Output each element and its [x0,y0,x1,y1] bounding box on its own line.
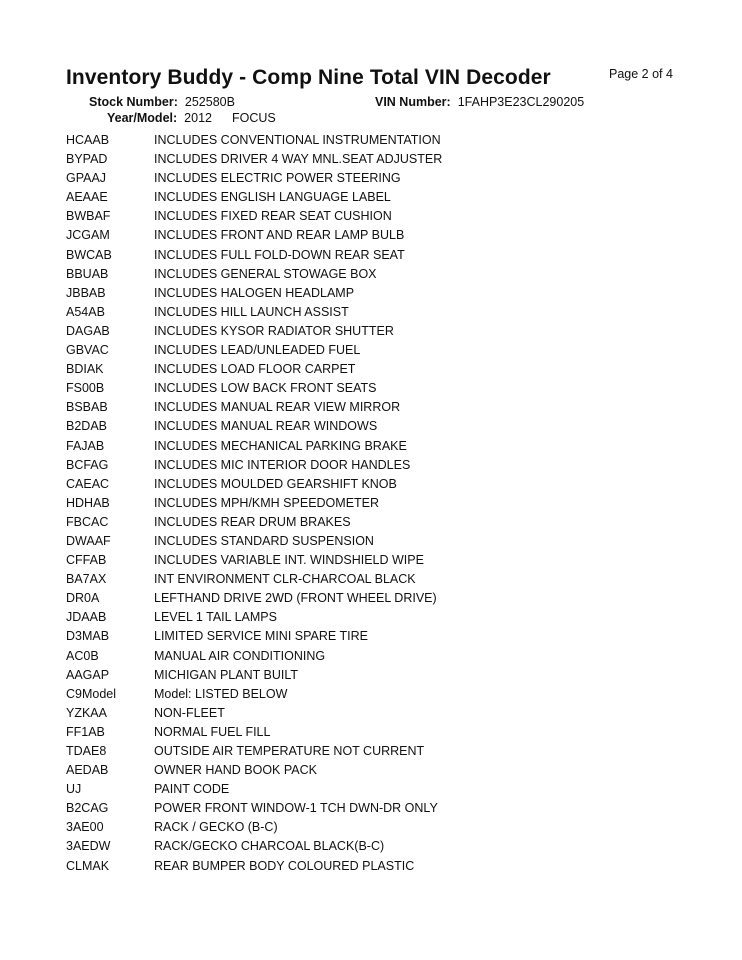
option-code: DR0A [66,591,100,606]
option-description: INCLUDES FULL FOLD-DOWN REAR SEAT [154,247,405,262]
option-description: INCLUDES LEAD/UNLEADED FUEL [154,343,361,358]
option-code: AC0B [66,648,99,663]
option-description: INCLUDES MECHANICAL PARKING BRAKE [154,438,407,453]
option-description: INCLUDES FRONT AND REAR LAMP BULB [154,228,405,243]
option-code: C9Model [66,686,117,701]
year-model-field [107,111,276,125]
option-code: UJ [66,782,82,797]
option-description: INCLUDES LOAD FLOOR CARPET [154,362,356,377]
option-description: Model: LISTED BELOW [154,686,288,701]
option-description: INCLUDES STANDARD SUSPENSION [154,533,374,548]
option-code: FAJAB [66,438,105,453]
option-code: BDIAK [66,362,104,377]
option-code: YZKAA [66,705,107,720]
option-code: 3AEDW [66,839,111,854]
option-description: RACK / GECKO (B-C) [154,820,278,835]
option-code: DAGAB [66,323,110,338]
option-description: INCLUDES MOULDED GEARSHIFT KNOB [154,476,397,491]
option-description: INCLUDES REAR DRUM BRAKES [154,514,351,529]
option-code: HDHAB [66,495,110,510]
option-description: INCLUDES GENERAL STOWAGE BOX [154,266,377,281]
option-code: BSBAB [66,400,108,415]
option-code: BYPAD [66,152,108,167]
option-description: MANUAL AIR CONDITIONING [154,648,326,663]
option-description: INCLUDES HILL LAUNCH ASSIST [154,304,349,319]
vin-number-field [375,95,584,109]
page-number: Page 2 of 4 [609,67,673,81]
option-description: INCLUDES MANUAL REAR VIEW MIRROR [154,400,401,415]
stock-number-value: 252580B [184,95,235,109]
option-code: A54AB [66,304,105,319]
stock-number-field [89,95,235,109]
option-code: JCGAM [66,228,110,243]
option-description: INCLUDES VARIABLE INT. WINDSHIELD WIPE [154,553,424,568]
option-code: FF1AB [66,724,105,739]
option-description: OWNER HAND BOOK PACK [154,763,317,778]
option-description: LIMITED SERVICE MINI SPARE TIRE [154,629,368,644]
option-description: NON-FLEET [154,705,225,720]
option-description: INCLUDES CONVENTIONAL INSTRUMENTATION [154,133,441,147]
vin-number-label: VIN Number: [375,95,451,109]
option-code: 3AE00 [66,820,104,835]
option-description: PAINT CODE [154,782,230,797]
option-code: BA7AX [66,572,107,587]
option-description: INCLUDES MPH/KMH SPEEDOMETER [154,495,380,510]
model-value: FOCUS [231,111,276,125]
option-description: INCLUDES LOW BACK FRONT SEATS [154,381,377,396]
option-code: D3MAB [66,629,110,644]
option-description: POWER FRONT WINDOW-1 TCH DWN-DR ONLY [154,801,438,816]
year-model-label: Year/Model: [107,111,178,125]
option-code: BBUAB [66,266,109,281]
option-code: B2DAB [66,419,107,434]
option-description: INCLUDES DRIVER 4 WAY MNL.SEAT ADJUSTER [154,152,443,167]
option-code: BWBAF [66,209,111,224]
option-code: JDAAB [66,610,107,625]
option-code: FS00B [66,381,105,396]
option-code: GPAAJ [66,171,107,186]
option-code: CFFAB [66,553,107,568]
option-code: DWAAF [66,533,111,548]
option-description: REAR BUMPER BODY COLOURED PLASTIC [154,858,415,873]
option-description: INCLUDES HALOGEN HEADLAMP [154,285,355,300]
option-code: TDAE8 [66,744,107,758]
year-value: 2012 [184,111,212,125]
option-code: B2CAG [66,801,109,816]
option-description: LEFTHAND DRIVE 2WD (FRONT WHEEL DRIVE) [154,591,437,606]
option-code: HCAAB [66,133,110,147]
option-description: OUTSIDE AIR TEMPERATURE NOT CURRENT [154,744,425,758]
option-description: INCLUDES KYSOR RADIATOR SHUTTER [154,323,394,338]
option-description: INCLUDES ENGLISH LANGUAGE LABEL [154,190,391,205]
option-description: INCLUDES ELECTRIC POWER STEERING [154,171,401,186]
option-code: CAEAC [66,476,110,491]
option-description: RACK/GECKO CHARCOAL BLACK(B-C) [154,839,385,854]
option-description: INT ENVIRONMENT CLR-CHARCOAL BLACK [154,572,416,587]
option-code: BCFAG [66,457,109,472]
option-code: BWCAB [66,247,112,262]
vin-number-value: 1FAHP3E23CL290205 [457,95,585,109]
option-description: NORMAL FUEL FILL [154,724,271,739]
option-description: INCLUDES FIXED REAR SEAT CUSHION [154,209,392,224]
option-code: AAGAP [66,667,110,682]
option-code: JBBAB [66,285,106,300]
option-description: INCLUDES MANUAL REAR WINDOWS [154,419,378,434]
option-code: AEAAE [66,190,108,205]
stock-number-label: Stock Number: [89,95,178,109]
option-description: MICHIGAN PLANT BUILT [154,667,299,682]
option-description: INCLUDES MIC INTERIOR DOOR HANDLES [154,457,411,472]
option-code: FBCAC [66,514,109,529]
option-description: LEVEL 1 TAIL LAMPS [154,610,277,625]
document-title: Inventory Buddy - Comp Nine Total VIN Decoder [66,66,551,89]
option-code: AEDAB [66,763,109,778]
option-code: CLMAK [66,858,110,873]
option-code: GBVAC [66,343,109,358]
